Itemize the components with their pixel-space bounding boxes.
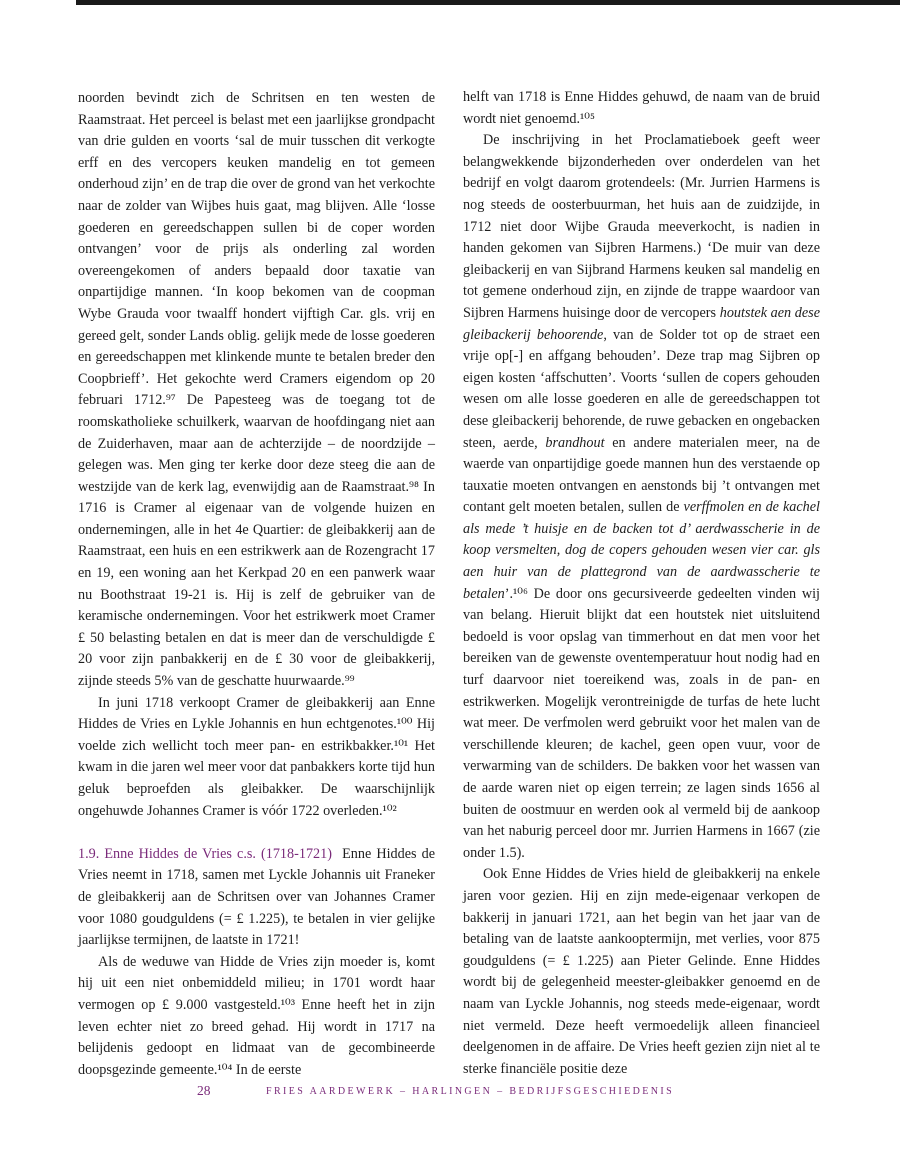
section-number: 1.9. [78, 845, 100, 862]
left-column [78, 88, 435, 1081]
section-dates: c.s. (1718-1721) [237, 845, 332, 862]
page-number: 28 [197, 1083, 211, 1098]
paragraph: In juni 1718 verkoopt Cramer de gleibakkerij aan Enne Hiddes de Vries en Lykle Johannis en hun echtgenotes.¹⁰⁰ Hij voelde zich wellicht toch meer pan- en estrikbakker.¹⁰¹ Het kwam in die jaren wel meer voor dat panbakkers korte tijd hun geluk beproefden als gleibakker. De waarschijnlijk ongehuwde Johannes Cramer is vóór 1722 overleden.¹⁰² [78, 694, 435, 819]
italic-run: brandhout [545, 434, 605, 451]
paragraph: helft van 1718 is Enne Hiddes gehuwd, de naam van de bruid wordt niet genoemd.¹⁰⁵ [463, 89, 820, 127]
top-rule [76, 0, 900, 5]
paragraph: Als de weduwe van Hidde de Vries zijn moeder is, komt hij uit een niet onbemiddeld milieu; in 1701 wordt haar vermogen op £ 9.000 vastgesteld.¹⁰³ Enne heeft het in zijn leven echter niet zo breed gehad. Hij wordt in 1717 na belijdenis gedoopt en lidmaat van de gecombineerde doopsgezinde gemeente.¹⁰⁴ In de eerste [78, 953, 435, 1078]
text-run: De inschrijving in het Proclamatieboek geeft weer belangwekkende bijzonderheden over onderdelen van het bedrijf en volgt daarom grotendeels: (Mr. Jurrien Harmens is nog steeds de oosterbuurman, het huis aan de zuidzijde, in 1712 niet door Wijbe Grauda meeverkocht, is nadien in handen gekomen van Sijbren Harmens.) ‘De muir van deze gleibackerij en van Sijbrand Harmens keuken sal mandelig en tot gemene onderhoud zijn, en zijnde de trappe waardoor van Sijbren Harmens huisinge door de vercopers [463, 132, 820, 321]
text-run: en andere materialen meer, na de waerde van onpartijdige goede mannen hun des verstaende op tauxatie moeten ontvangen en aenstonds bij ’t ontvangen met contant gelt moeten betalen, sullen de [463, 434, 820, 516]
paragraph [463, 130, 820, 864]
section-paragraph [78, 844, 435, 952]
text-run: ’.¹⁰⁶ De door ons gecursiveerde gedeelten vinden wij van belang. Hieruit blijkt dat een houtstek niet uitsluitend bedoeld is voor opslag van timmerhout en dat men voor het bereiken van de gewenste oventemperatuur hout nodig had en turf daarvoor niet toereikend was, zoals in de pan- en estrikwerken. Mogelijk verontreinigde de turfas de hete lucht wat meer. De verfmolen werd gebruikt voor het malen van de verschillende kleuren; de kachel, geen open vuur, voor de verwarming van de schilders. De bakken voor het wassen van de aarde waren niet op eigen terrein; ze lagen sinds 1656 al buiten de oostmuur en werden ook al vermeld bij de aankoop van het naburig perceel door mr. Jurrien Harmens in 1667 (zie onder 1.5). [463, 585, 820, 861]
running-footer: FRIES AARDEWERK – HARLINGEN – BEDRIJFSGESCHIEDENIS [266, 1086, 675, 1097]
italic-run: verffmolen en de kachel als mede ’t huisje en de backen tot d’ aerdwasscherie in de koop versmelten, dog de copers gehouden wesen vier car. gls aen huir van de plattegrond van de aardwasscherie te betalen [463, 499, 820, 602]
right-column [463, 87, 820, 1080]
text-run: , van de Solder tot op de straet een vrije op[-] en affgang behouden’. Deze trap mag Sijbren op eigen kosten ‘affschutten’. Voorts ‘sullen de copers gehouden wesen om alle losse goederen en alle de gereedschappen tot dese gleibackerij behorende, de ruwe gebacken en ongebacken steen, aerde, [463, 326, 820, 451]
section-text: Enne Hiddes de Vries neemt in 1718, samen met Lyckle Johannis uit Franeker de gleibakkerij aan de Schritsen over van Johannes Cramer voor 1080 goudguldens (= £ 1.225), te betalen in vier gelijke jaarlijkse termijnen, de laatste in 1721! [78, 845, 435, 949]
section-heading [78, 846, 332, 862]
italic-run: houtstek aen dese gleibackerij behoorende [463, 304, 820, 343]
paragraph: noorden bevindt zich de Schritsen en ten westen de Raamstraat. Het perceel is belast met een jaarlijkse grondpacht van drie gulden en voorts ‘sal de muir tusschen dit verkogte erff en des vercopers keuken mandelig en tot gemeen onderhoud zijn’ en de trap die over de grond van het verkochte naar de zolder van Wijbes huis gaat, mag blijven. Alle ‘losse goederen en gereedschappen sullen bi de coper worden ontvangen’ voor de prijs als onderling zal worden overeengekomen of anders bepaald door taxatie van onpartijdige mannen. ‘In koop bekomen van de coopman Wybe Grauda voor twaalff hondert vijftigh Car. gls. vrij en gereed gelt, sonder Lands oblig. gelijk mede de losse goederen en gereedschappen met klinkende munte te betalen breder den Coopbrieff’. Het gekochte werd Cramers eigendom op 20 februari 1712.⁹⁷ De Papesteeg was de toegang tot de roomskatholieke schuilkerk, waarvan de hoofdingang niet aan de Zuiderhaven, maar aan de achterzijde – de noordzijde – gelegen was. Men ging ter kerke door deze steeg die aan de westzijde van de kerk lag, evenwijdig aan de Raamstraat.⁹⁸ In 1716 is Cramer al eigenaar van de volgende huizen en ondernemingen, alle in het 4e Quartier: de gleibakkerij aan de Raamstraat, een huis en een estrikwerk aan de Rozengracht 17 en 19, een woning aan het Kerkpad 20 en een panwerk waar nu Boothstraat 19-21 is. Hij is zelf de gebruiker van de keramische ondernemingen. Voor het estrikwerk moet Cramer £ 50 belasting betalen en dat is meer dan de verschuldigde £ 20 voor zijn panbakkerij en de £ 30 voor de gleibakkerij, zijnde steeds 5% van de geschatte huurwaarde.⁹⁹ [78, 90, 435, 690]
section-name: Enne Hiddes de Vries [104, 845, 232, 862]
paragraph: Ook Enne Hiddes de Vries hield de gleibakkerij na enkele jaren voor gezien. Hij en zijn mede-eigenaar verkopen de bakkerij in januari 1721, aan het begin van het jaar van de betaling van de laatste aankooptermijn, met verlies, voor 875 goudguldens (= £ 1.225) aan Pieter Gelinde. Enne Hiddes wordt bij de gelegenheid meester-gleibakker genoemd en de naam van Lyckle Johannis, nog steeds mede-eigenaar, wordt niet vermeld. Deze heeft vermoedelijk alleen financieel deelgenomen in de affaire. De Vries heeft gezien zijn niet al te sterke financiële positie deze [463, 866, 820, 1077]
